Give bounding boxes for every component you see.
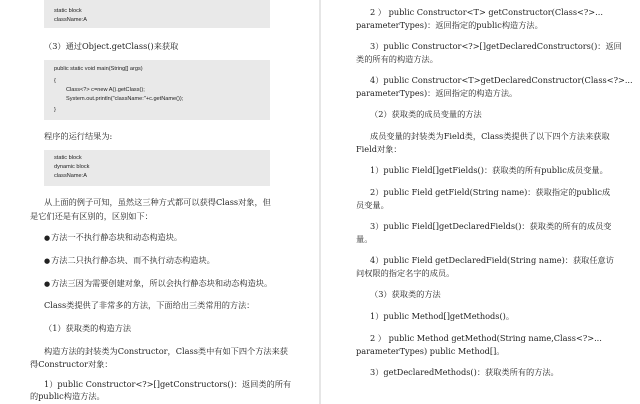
code-line: { [54, 78, 56, 84]
paragraph-difference-line1: 从上面的例子可知，虽然这三种方式都可以获得Class对象，但 [44, 197, 271, 207]
code-line: System.out.println("className:"+c.getName()); [66, 96, 184, 102]
list-item-getconstructor-line1: 2 ） public Constructor<T> getConstructor(Class<?>... [370, 7, 603, 17]
list-item-getfield-line1: 2）public Field getField(String name)：获取指定的public成 [370, 187, 611, 197]
list-item-getfields: 1）public Field[]getFields()：获取类的所有public成员变量。 [370, 165, 608, 175]
bullet-item-1: ● 方法一不执行静态块和动态构造块。 [44, 231, 182, 245]
right-page [322, 0, 640, 404]
code-block-output-2 [44, 150, 270, 186]
code-block-main [44, 60, 270, 120]
code-line: Class<?> c=new A().getClass(); [66, 87, 145, 93]
page-divider [319, 0, 321, 404]
left-page [0, 0, 318, 404]
paragraph-field-line2: Field对象： [356, 144, 402, 154]
list-item-getdeclaredfield-line2: 问权限的指定名字的成员。 [356, 268, 455, 278]
code-line: dynamic block [54, 164, 90, 170]
list-item-getdeclaredconstructors-line1: 3）public Constructor<?>[]getDeclaredConstructors()：返回 [370, 41, 622, 51]
list-item-getconstructors-line1: 1）public Constructor<?>[]getConstructors()：返回类的所有 [44, 379, 292, 389]
list-item-getdeclaredfields-line2: 量。 [356, 234, 373, 244]
code-line: } [54, 107, 56, 113]
list-item-getmethod-line2: parameterTypes) public Method[]。 [356, 346, 505, 356]
code-line: public static void main(String[] args) [54, 66, 143, 72]
list-item-getdeclaredfield-line1: 4）public Field getDeclaredField(String name)：获取任意访 [370, 255, 614, 265]
list-item-getdeclaredfields-line1: 3）public Field[]getDeclaredFields()：获取类的所有的成员变 [370, 221, 612, 231]
paragraph-class-methods: Class类提供了非常多的方法，下面给出三类常用的方法： [44, 300, 255, 310]
list-item-getdeclaredconstructor-line2: parameterTypes)：返回指定的构造方法。 [356, 88, 518, 98]
code-line: className:A [54, 173, 87, 179]
code-line: static block [54, 155, 82, 161]
subheading-methods: （3）获取类的方法 [370, 289, 441, 299]
list-item-getconstructor-line2: parameterTypes)：返回指定的public构造方法。 [356, 20, 543, 30]
bullet-item-2: ● 方法二只执行静态块、而不执行动态构造块。 [44, 254, 215, 268]
paragraph-field-line1: 成员变量的封装类为Field类，Class类提供了以下四个方法来获取 [370, 131, 610, 141]
list-item-getconstructors-line2: 的public构造方法。 [30, 391, 105, 401]
list-item-getdeclaredconstructor-line1: 4）public Constructor<T>getDeclaredConstructor(Class<?>... [370, 75, 633, 85]
subheading-fields: （2）获取类的成员变量的方法 [370, 109, 482, 119]
list-item-getdeclaredconstructors-line2: 类的所有的构造方法。 [356, 54, 438, 64]
list-item-getfield-line2: 员变量。 [356, 200, 389, 210]
subheading-getclass: （3）通过Object.getClass()来获取 [44, 41, 179, 51]
paragraph-difference-line2: 是它们还是有区别的，区别如下： [30, 211, 153, 221]
list-item-getmethod-line1: 2 ） public Method getMethod(String name,Class<?>... [370, 333, 602, 343]
paragraph-constructor-line2: 得Constructor对象： [30, 359, 113, 369]
code-line: static block [54, 8, 82, 14]
code-line: className:A [54, 17, 87, 23]
code-block-output-1 [44, 0, 270, 28]
result-label: 程序的运行结果为: [44, 131, 113, 141]
subheading-constructors: （1）获取类的构造方法 [44, 323, 132, 333]
list-item-getdeclaredmethods: 3）getDeclaredMethods()：获取类所有的方法。 [370, 367, 559, 377]
bullet-item-3: ● 方法三因为需要创建对象，所以会执行静态块和动态构造块。 [44, 277, 272, 291]
paragraph-constructor-line1: 构造方法的封装类为Constructor，Class类中有如下四个方法来获 [44, 346, 288, 356]
list-item-getmethods: 1）public Method[]getMethods()。 [370, 311, 515, 321]
